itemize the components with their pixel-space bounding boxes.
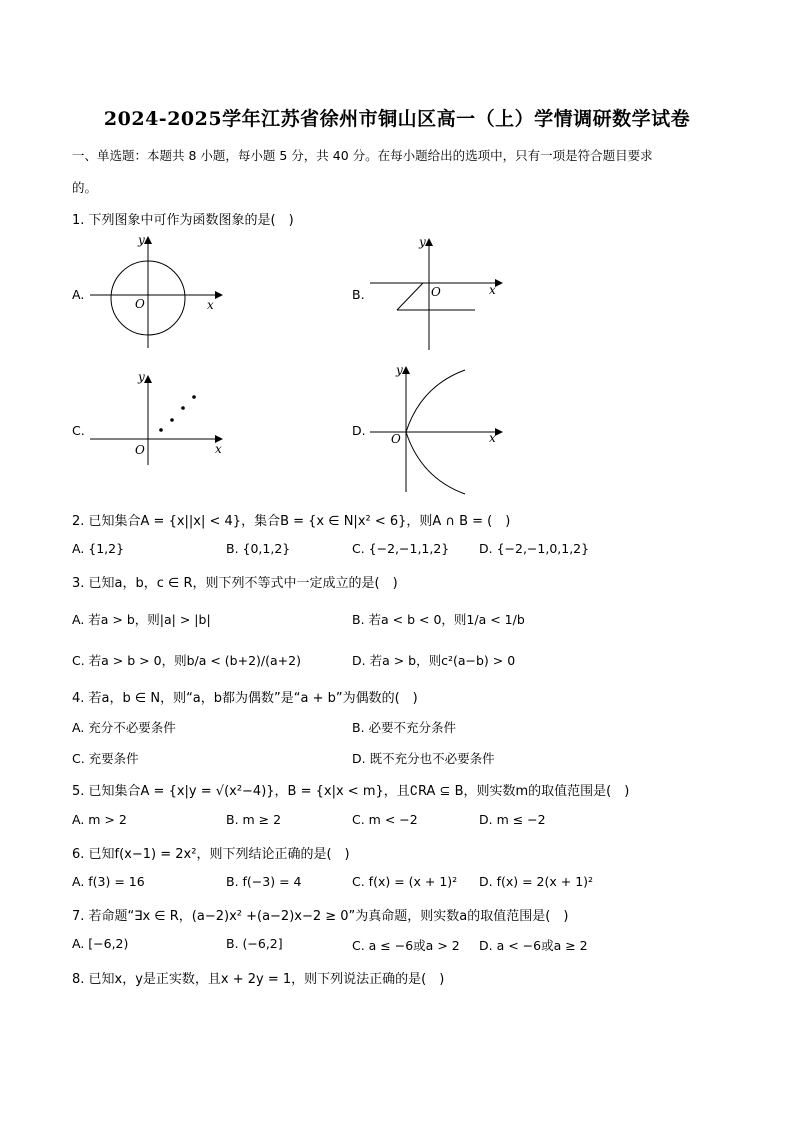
q1c-x-label: x — [215, 442, 222, 456]
q2-option-c: C. {−2,−1,1,2} — [352, 541, 450, 556]
section-heading-line1: 一、单选题：本题共 8 小题，每小题 5 分，共 40 分。在每小题给出的选项中，只有一项是符合题目要求 — [72, 148, 653, 163]
q1c-point-3 — [181, 406, 185, 410]
q6-option-a: A. f(3) = 16 — [72, 874, 145, 889]
q8-stem: 8. 已知x，y是正实数，且x + 2y = 1，则下列说法正确的是( ) — [72, 972, 445, 987]
q1d-y-label: y — [396, 363, 403, 377]
q1b-x-label: x — [489, 283, 496, 297]
q1-label-b: B. — [352, 287, 365, 302]
q1c-y-label: y — [138, 370, 145, 384]
q1c-point-2 — [170, 418, 174, 422]
q4-stem: 4. 若a，b ∈ N，则“a，b都为偶数”是“a + b”为偶数的( ) — [72, 691, 418, 706]
q2-option-a: A. {1,2} — [72, 541, 125, 556]
q1d-origin: O — [391, 432, 401, 446]
q3-option-c: C. 若a > b > 0，则b/a < (b+2)/(a+2) — [72, 653, 301, 668]
q7-option-c: C. a ≤ −6或a > 2 — [352, 938, 460, 953]
q1-graph-c — [80, 367, 230, 467]
q3-stem: 3. 已知a，b，c ∈ R，则下列不等式中一定成立的是( ) — [72, 576, 398, 591]
q1a-y-label: y — [138, 233, 145, 247]
q1b-origin: O — [431, 285, 441, 299]
q1a-x-label: x — [207, 298, 214, 312]
q6-option-b: B. f(−3) = 4 — [226, 874, 302, 889]
q1-label-a: A. — [72, 287, 85, 302]
q5-option-c: C. m < −2 — [352, 812, 418, 827]
q4-option-b: B. 必要不充分条件 — [352, 720, 457, 735]
q5-option-b: B. m ≥ 2 — [226, 812, 282, 827]
q3-option-d: D. 若a > b，则c²(a−b) > 0 — [352, 653, 516, 668]
q4-option-c: C. 充要条件 — [72, 751, 139, 766]
q1d-x-label: x — [489, 431, 496, 445]
q1-graph-b — [365, 232, 515, 352]
q5-option-a: A. m > 2 — [72, 812, 127, 827]
q2-option-b: B. {0,1,2} — [226, 541, 291, 556]
q5-stem: 5. 已知集合A = {x|y = √(x²−4)}，B = {x|x < m}，且∁RA ⊆ B，则实数m的取值范围是( ) — [72, 784, 630, 799]
q3-option-b: B. 若a < b < 0，则1/a < 1/b — [352, 612, 525, 627]
page-title: 2024-2025学年江苏省徐州市铜山区高一（上）学情调研数学试卷 — [103, 108, 691, 130]
q7-option-a: A. [−6,2) — [72, 936, 129, 951]
q1-graph-a — [80, 232, 230, 352]
q1-label-c: C. — [72, 423, 85, 438]
q2-option-d: D. {−2,−1,0,1,2} — [479, 541, 590, 556]
q1c-point-4 — [192, 395, 196, 399]
q1c-point-1 — [159, 428, 163, 432]
section-heading-line2: 的。 — [72, 180, 98, 195]
q6-option-c: C. f(x) = (x + 1)² — [352, 874, 458, 889]
q1-stem: 1. 下列图象中可作为函数图象的是( ) — [72, 213, 294, 228]
q4-option-a: A. 充分不必要条件 — [72, 720, 176, 735]
q7-stem: 7. 若命题“∃x ∈ R，(a−2)x² +(a−2)x−2 ≥ 0”为真命题，则实数a的取值范围是( ) — [72, 909, 569, 924]
q1c-origin: O — [135, 443, 145, 457]
q7-option-d: D. a < −6或a ≥ 2 — [479, 938, 588, 953]
q1-graph-d — [365, 360, 515, 495]
q7-option-b: B. (−6,2] — [226, 936, 283, 951]
q6-stem: 6. 已知f(x−1) = 2x²，则下列结论正确的是( ) — [72, 847, 350, 862]
q5-option-d: D. m ≤ −2 — [479, 812, 546, 827]
q1-label-d: D. — [352, 423, 366, 438]
q3-option-a: A. 若a > b，则|a| > |b| — [72, 612, 211, 627]
q4-option-d: D. 既不充分也不必要条件 — [352, 751, 495, 766]
q2-stem: 2. 已知集合A = {x||x| < 4}，集合B = {x ∈ N|x² < 6}，则A ∩ B = ( ) — [72, 514, 511, 529]
q1a-origin: O — [135, 297, 145, 311]
q6-option-d: D. f(x) = 2(x + 1)² — [479, 874, 594, 889]
q1b-y-label: y — [419, 235, 426, 249]
